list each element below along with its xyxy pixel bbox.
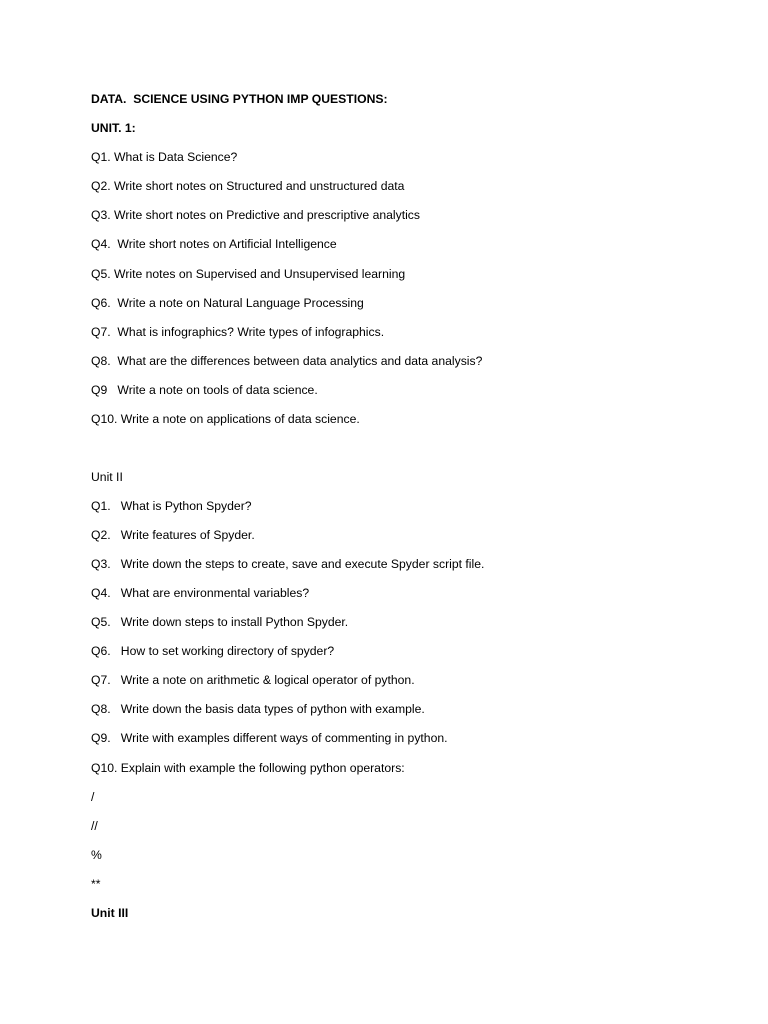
unit-2-question-list [91, 498, 748, 789]
section-spacer [91, 440, 748, 469]
question-item: Q3. Write short notes on Predictive and prescriptive analytics [91, 208, 420, 223]
question-item: Q1. What is Python Spyder? [91, 498, 252, 513]
question-item: Q3. Write down the steps to create, save and execute Spyder script file. [91, 556, 485, 571]
question-item: Q10. Explain with example the following python operators: [91, 760, 405, 775]
unit-1-question-list [91, 149, 748, 440]
question-item: Q8. What are the differences between data analytics and data analysis? [91, 353, 483, 368]
question-item: Q5. Write notes on Supervised and Unsupervised learning [91, 266, 406, 281]
question-item: Q10. Write a note on applications of data science. [91, 412, 360, 427]
question-item: Q4. What are environmental variables? [91, 586, 310, 600]
unit-1-heading: UNIT. 1: [91, 121, 136, 136]
question-item: Q2. Write short notes on Structured and unstructured data [91, 179, 405, 194]
question-item: Q7. Write a note on arithmetic & logical operator of python. [91, 673, 415, 688]
question-item: Q1. What is Data Science? [91, 150, 238, 165]
operator-item: // [91, 818, 98, 833]
question-item: Q7. What is infographics? Write types of infographics. [91, 324, 385, 339]
document-page [91, 91, 748, 934]
question-item: Q6. How to set working directory of spyder? [91, 644, 335, 659]
operator-item: ** [91, 876, 101, 891]
operator-list [91, 789, 748, 905]
unit-3-heading: Unit III [91, 906, 129, 921]
question-item: Q9 Write a note on tools of data science. [91, 382, 318, 397]
unit-2-heading: Unit II [91, 469, 123, 484]
operator-item: / [91, 789, 95, 804]
operator-item: % [91, 847, 102, 862]
question-item: Q6. Write a note on Natural Language Processing [91, 295, 364, 310]
question-item: Q2. Write features of Spyder. [91, 527, 255, 542]
document-title: DATA. SCIENCE USING PYTHON IMP QUESTIONS: [91, 92, 388, 106]
question-item: Q5. Write down steps to install Python Spyder. [91, 615, 349, 630]
question-item: Q9. Write with examples different ways of commenting in python. [91, 731, 448, 746]
question-item: Q8. Write down the basis data types of python with example. [91, 702, 425, 717]
question-item: Q4. Write short notes on Artificial Intelligence [91, 237, 337, 252]
